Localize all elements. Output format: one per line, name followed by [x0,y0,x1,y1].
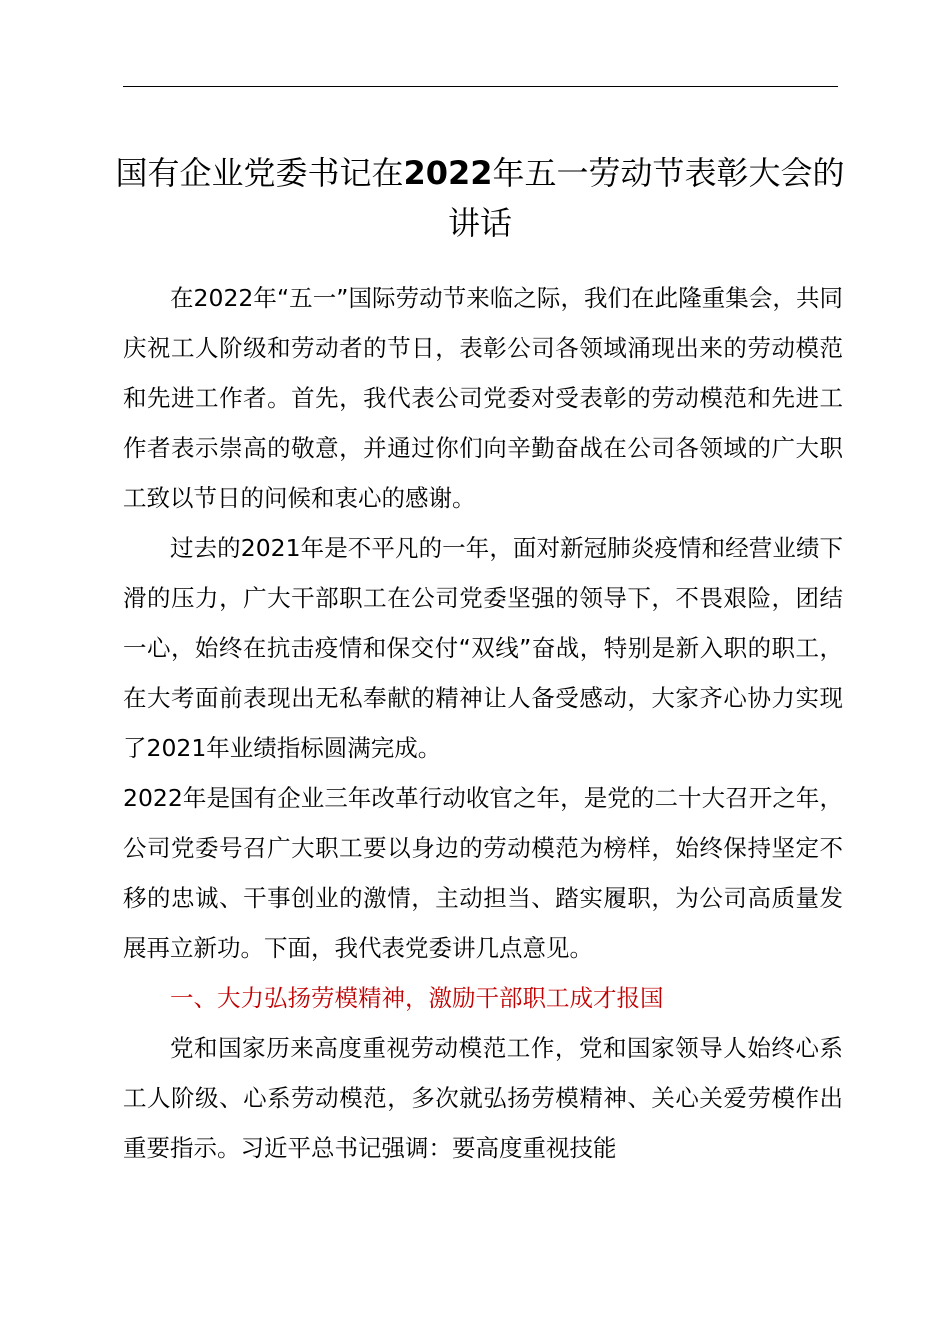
paragraph-review-2021: 过去的2021年是不平凡的一年，面对新冠肺炎疫情和经营业绩下滑的压力，广大干部职工在公司党委坚强的领导下，不畏艰险，团结一心，始终在抗击疫情和保交付“双线”奋战，特别是新入职的职工，在大考面前表现出无私奉献的精神让人备受感动，大家齐心协力实现了2021年业绩指标圆满完成。 [123,534,843,762]
document-body [123,273,843,1173]
paragraph-section-1: 党和国家历来高度重视劳动模范工作，党和国家领导人始终心系工人阶级、心系劳动模范，多次就弘扬劳模精神、关心关爱劳模作出重要指示。习近平总书记强调：要高度重视技能 [123,1034,843,1162]
title-suffix: 年五一劳动节表彰大会的讲话 [447,154,845,242]
section-heading-1: 一、大力弘扬劳模精神，激励干部职工成才报国 [170,984,664,1012]
header-rule [123,86,838,87]
paragraph-intro: 在2022年“五一”国际劳动节来临之际，我们在此隆重集会，共同庆祝工人阶级和劳动者的节日，表彰公司各领域涌现出来的劳动模范和先进工作者。首先，我代表公司党委对受表彰的劳动模范和先进工作者表示崇高的敬意，并通过你们向辛勤奋战在公司各领域的广大职工致以节日的问候和衷心的感谢。 [123,284,843,512]
title-year: 2022 [403,154,493,192]
title-prefix: 国有企业党委书记在 [115,154,404,192]
document-title [110,148,850,248]
paragraph-goals-2022: 2022年是国有企业三年改革行动收官之年，是党的二十大召开之年，公司党委号召广大职工要以身边的劳动模范为榜样，始终保持坚定不移的忠诚、干事创业的激情，主动担当、踏实履职，为公司高质量发展再立新功。下面，我代表党委讲几点意见。 [123,784,843,962]
